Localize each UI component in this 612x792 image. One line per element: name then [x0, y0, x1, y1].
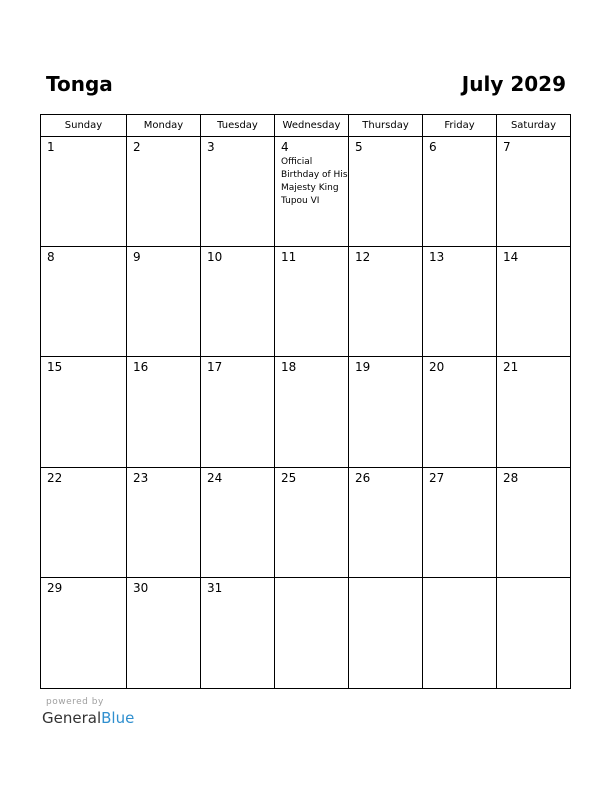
weekday-header: Saturday	[497, 115, 570, 137]
brand-part-general: General	[42, 709, 102, 727]
day-cell	[497, 578, 570, 688]
day-cell	[201, 247, 275, 357]
day-cell	[497, 468, 570, 578]
day-cell	[41, 468, 127, 578]
day-number: 3	[207, 140, 215, 154]
day-number: 31	[207, 580, 223, 595]
weekday-header: Thursday	[349, 115, 423, 137]
day-cell	[497, 247, 570, 357]
brand-part-blue: Blue	[101, 709, 135, 727]
day-cell	[127, 137, 201, 247]
day-number: 18	[281, 360, 297, 375]
day-cell	[41, 247, 127, 357]
day-number: 25	[281, 470, 297, 485]
day-number: 19	[355, 360, 371, 375]
day-number: 8	[47, 250, 55, 265]
day-cell	[423, 247, 497, 357]
day-cell	[275, 137, 349, 247]
day-number: 14	[503, 250, 519, 265]
day-cell	[127, 247, 201, 357]
day-cell	[423, 468, 497, 578]
day-number: 17	[207, 360, 223, 375]
day-cell	[349, 357, 423, 467]
day-number: 15	[47, 360, 63, 375]
day-number: 23	[133, 470, 149, 485]
day-cell	[423, 357, 497, 467]
day-number: 21	[503, 360, 519, 375]
day-number: 11	[281, 250, 297, 265]
day-cell	[349, 468, 423, 578]
day-number: 20	[429, 360, 445, 375]
day-number: 27	[429, 470, 445, 485]
day-number: 6	[429, 140, 437, 154]
day-number: 5	[355, 140, 363, 154]
day-cell	[349, 247, 423, 357]
calendar-grid	[40, 114, 571, 689]
day-number: 26	[355, 470, 371, 485]
day-number: 28	[503, 470, 519, 485]
day-number: 22	[47, 470, 63, 485]
day-cell	[423, 578, 497, 688]
day-number: 30	[133, 580, 149, 595]
country-title: Tonga	[46, 72, 113, 96]
month-year-title: July 2029	[461, 72, 566, 96]
day-number: 4	[281, 140, 289, 154]
day-cell	[201, 357, 275, 467]
weekday-header: Sunday	[41, 115, 127, 137]
day-number: 12	[355, 250, 371, 265]
day-number: 13	[429, 250, 445, 265]
day-cell	[497, 137, 570, 247]
day-cell	[275, 247, 349, 357]
day-cell	[201, 137, 275, 247]
day-number: 29	[47, 580, 63, 595]
day-number: 2	[133, 140, 141, 154]
day-cell	[127, 357, 201, 467]
day-cell	[127, 578, 201, 688]
day-number: 1	[47, 140, 55, 154]
day-cell	[275, 468, 349, 578]
day-cell	[497, 357, 570, 467]
powered-by-label: powered by	[46, 697, 104, 707]
day-cell	[275, 357, 349, 467]
day-number: 16	[133, 360, 149, 375]
day-cell	[41, 357, 127, 467]
day-cell	[127, 468, 201, 578]
day-number: 7	[503, 140, 511, 154]
day-cell	[349, 137, 423, 247]
day-cell	[349, 578, 423, 688]
generalblue-logo	[42, 708, 134, 728]
day-number: 9	[133, 250, 141, 265]
weekday-header: Monday	[127, 115, 201, 137]
day-number: 10	[207, 250, 223, 265]
weekday-header: Friday	[423, 115, 497, 137]
day-cell	[423, 137, 497, 247]
day-cell	[201, 578, 275, 688]
weekday-header: Wednesday	[275, 115, 349, 137]
day-cell	[201, 468, 275, 578]
day-number: 24	[207, 470, 223, 485]
weekday-header: Tuesday	[201, 115, 275, 137]
day-cell	[41, 137, 127, 247]
holiday-event: Official Birthday of His Majesty King Tupou VI	[281, 157, 348, 206]
day-cell	[275, 578, 349, 688]
day-cell	[41, 578, 127, 688]
